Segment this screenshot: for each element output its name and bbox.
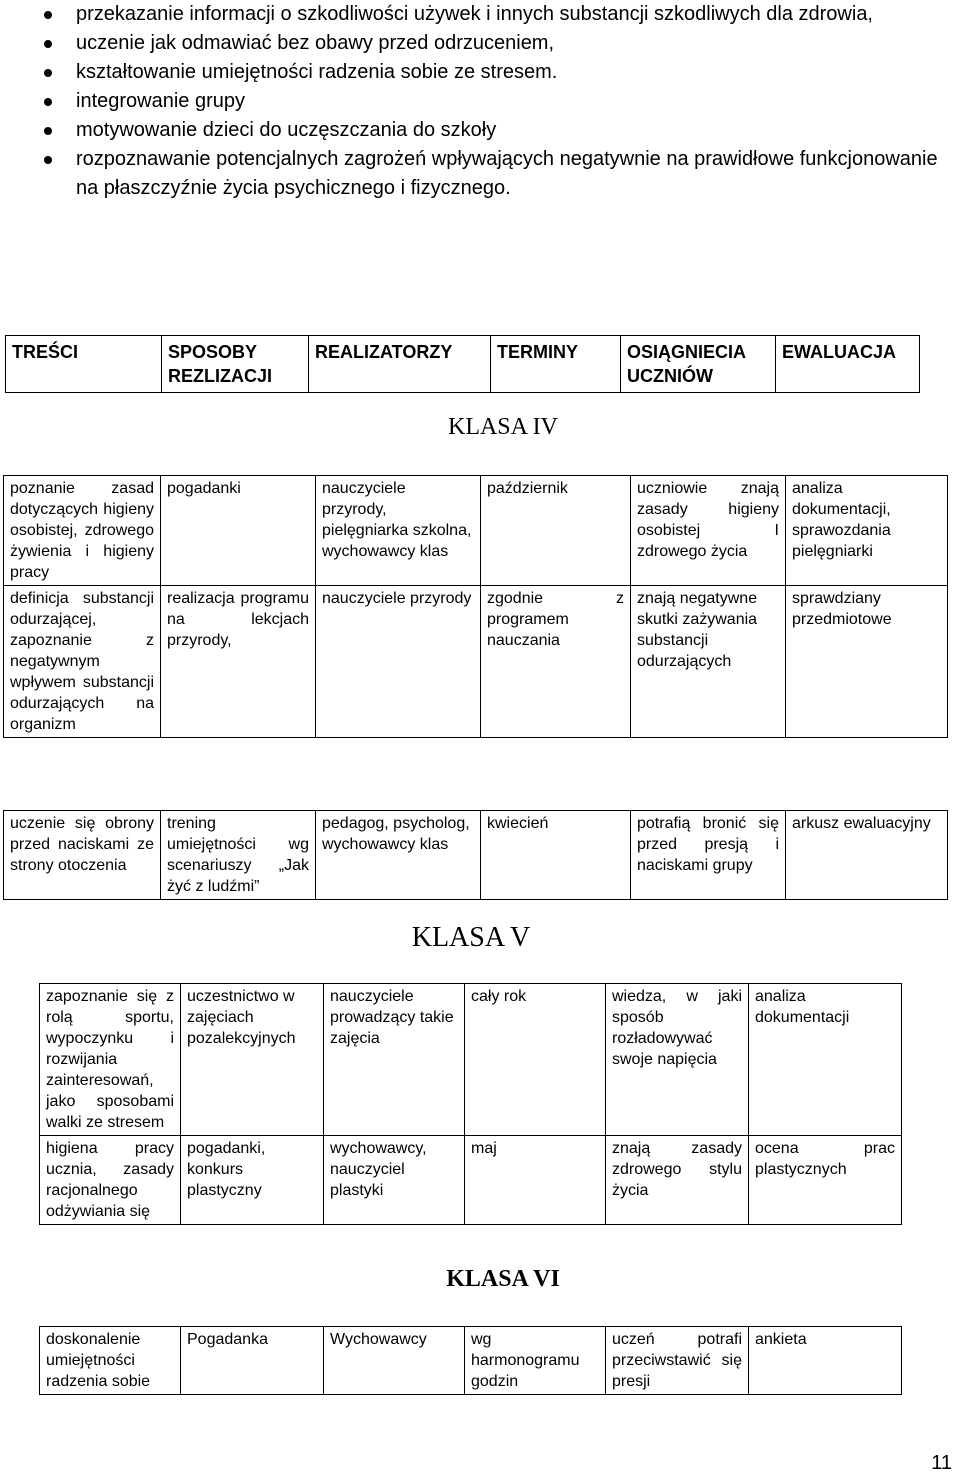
bullet-icon: [44, 11, 52, 19]
header-cell: TERMINY: [491, 336, 621, 393]
header-cell: EWALUACJA: [776, 336, 920, 393]
table-cell: uczniowie znają zasady higieny osobistej I zdrowego życia: [631, 476, 786, 586]
table-cell: doskonalenie umiejętności radzenia sobie: [40, 1327, 181, 1395]
table-cell: nauczyciele przyrody: [316, 586, 481, 738]
table-cell: uczestnictwo w zajęciach pozalekcyjnych: [181, 984, 324, 1136]
table-cell: poznanie zasad dotyczących higieny osobistej, zdrowego żywienia i higieny pracy: [4, 476, 161, 586]
table-cell: Wychowawcy: [324, 1327, 465, 1395]
table-cell: trening umiejętności wg scenariuszy „Jak żyć z ludźmi”: [161, 811, 316, 900]
bullet-icon: [44, 127, 52, 135]
table-cell: higiena pracy ucznia, zasady racjonalnego odżywiania się: [40, 1136, 181, 1225]
klasa-vi-heading: KLASA VI: [446, 1266, 560, 1292]
table-cell: analiza dokumentacji: [749, 984, 902, 1136]
goal-item: integrowanie grupy: [40, 87, 960, 116]
table-cell: realizacja programu na lekcjach przyrody,: [161, 586, 316, 738]
goal-item: rozpoznawanie potencjalnych zagrożeń wpływających negatywnie na prawidłowe funkcjonowanie na płaszczyźnie życia psychicznego i fizycznego.: [40, 145, 960, 203]
header-table: [5, 335, 920, 393]
table-row: [4, 811, 948, 900]
table-cell: sprawdziany przedmiotowe: [786, 586, 948, 738]
header-cell: OSIĄGNIECIA UCZNIÓW: [621, 336, 776, 393]
table-cell: znają zasady zdrowego stylu życia: [606, 1136, 749, 1225]
klasa-iv-heading: KLASA IV: [447, 414, 558, 440]
table-cell: znają negatywne skutki zażywania substancji odurzających: [631, 586, 786, 738]
table-cell: wiedza, w jaki sposób rozładowywać swoje napięcia: [606, 984, 749, 1136]
header-cell: REALIZATORZY: [309, 336, 491, 393]
table-cell: wg harmonogramu godzin: [465, 1327, 606, 1395]
table-row: [4, 586, 948, 738]
bullet-icon: [44, 69, 52, 77]
bullet-icon: [44, 156, 52, 164]
table-row: [40, 984, 902, 1136]
table-cell: pogadanki: [161, 476, 316, 586]
table-cell: arkusz ewaluacyjny: [786, 811, 948, 900]
table-cell: analiza dokumentacji, sprawozdania pielęgniarki: [786, 476, 948, 586]
header-row: [6, 336, 920, 393]
goal-item: kształtowanie umiejętności radzenia sobie ze stresem.: [40, 58, 960, 87]
table-cell: ankieta: [749, 1327, 902, 1395]
table-cell: ocena prac plastycznych: [749, 1136, 902, 1225]
goals-list: [40, 0, 960, 203]
goal-item: uczenie jak odmawiać bez obawy przed odrzuceniem,: [40, 29, 960, 58]
bullet-icon: [44, 40, 52, 48]
goal-item: motywowanie dzieci do uczęszczania do szkoły: [40, 116, 960, 145]
klasa-iv-table-2: [3, 810, 948, 900]
klasa-vi-table: [39, 1326, 902, 1395]
klasa-iv-table: [3, 475, 948, 738]
goal-item: przekazanie informacji o szkodliwości używek i innych substancji szkodliwych dla zdrowia,: [40, 0, 960, 29]
table-cell: uczeń potrafi przeciwstawić się presji: [606, 1327, 749, 1395]
table-cell: Pogadanka: [181, 1327, 324, 1395]
table-cell: maj: [465, 1136, 606, 1225]
table-cell: uczenie się obrony przed naciskami ze strony otoczenia: [4, 811, 161, 900]
table-cell: potrafią bronić się przed presją i naciskami grupy: [631, 811, 786, 900]
table-cell: cały rok: [465, 984, 606, 1136]
page-number: 11: [931, 1452, 952, 1474]
table-row: [40, 1136, 902, 1225]
table-row: [40, 1327, 902, 1395]
table-cell: pedagog, psycholog, wychowawcy klas: [316, 811, 481, 900]
table-cell: definicja substancji odurzającej, zapoznanie z negatywnym wpływem substancji odurzających na organizm: [4, 586, 161, 738]
table-row: [4, 476, 948, 586]
header-cell: TREŚCI: [6, 336, 162, 393]
klasa-v-table: [39, 983, 902, 1225]
klasa-v-heading: KLASA V: [411, 922, 531, 953]
bullet-icon: [44, 98, 52, 106]
table-cell: kwiecień: [481, 811, 631, 900]
table-cell: wychowawcy, nauczyciel plastyki: [324, 1136, 465, 1225]
table-cell: nauczyciele prowadzący takie zajęcia: [324, 984, 465, 1136]
table-cell: pogadanki, konkurs plastyczny: [181, 1136, 324, 1225]
table-cell: zgodnie z programem nauczania: [481, 586, 631, 738]
table-cell: nauczyciele przyrody, pielęgniarka szkolna, wychowawcy klas: [316, 476, 481, 586]
table-cell: październik: [481, 476, 631, 586]
header-cell: SPOSOBY REZLIZACJI: [162, 336, 309, 393]
table-cell: zapoznanie się z rolą sportu, wypoczynku i rozwijania zainteresowań, jako sposobami walki ze stresem: [40, 984, 181, 1136]
